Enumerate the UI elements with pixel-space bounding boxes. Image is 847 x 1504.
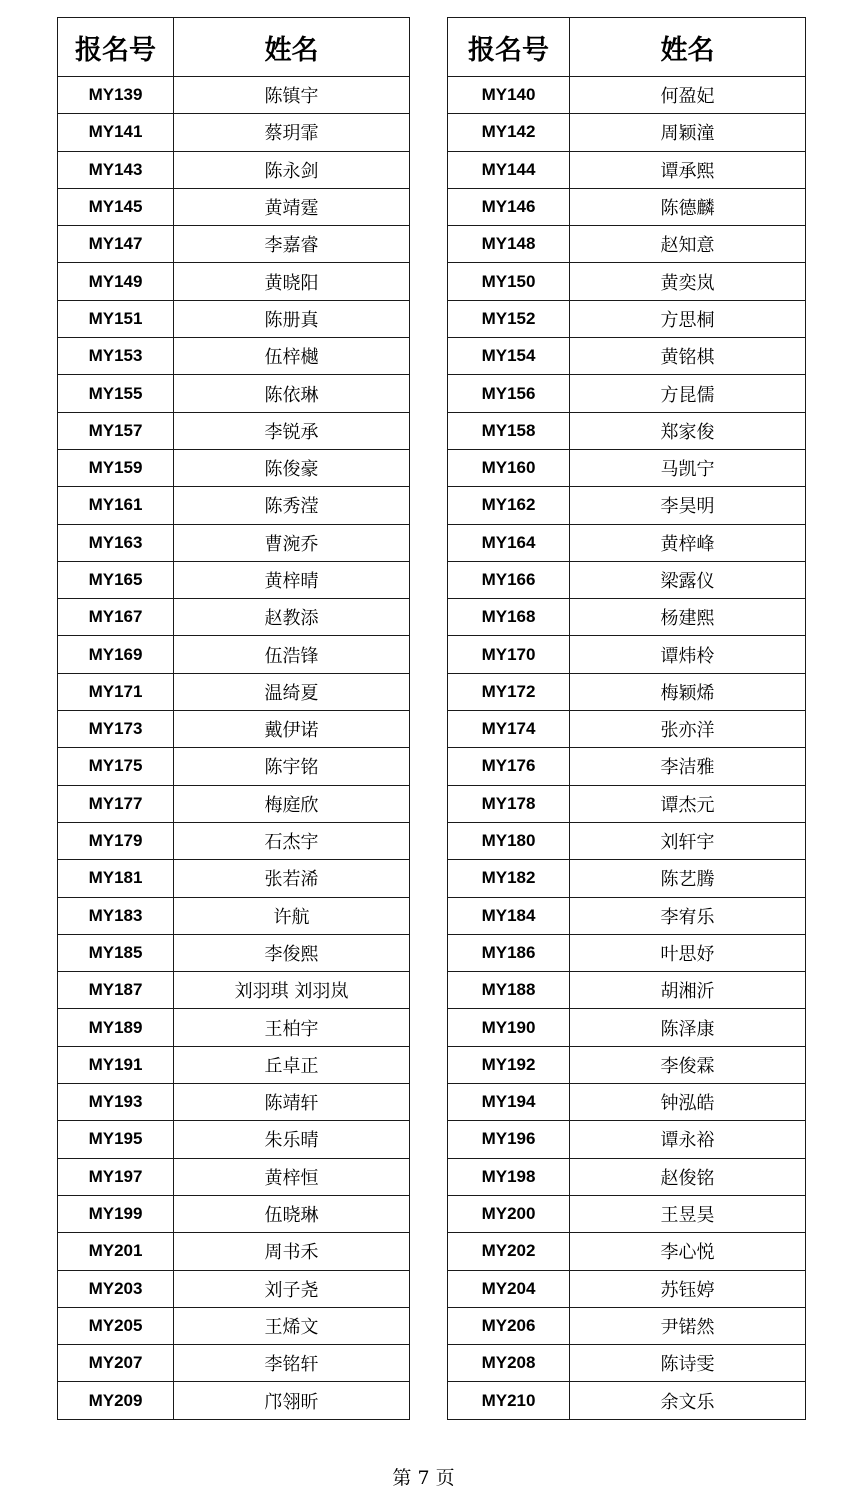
name-cell: 方思桐 bbox=[570, 300, 806, 337]
name-cell: 郑家俊 bbox=[570, 412, 806, 449]
table-row bbox=[58, 1382, 410, 1419]
name-cell: 李宥乐 bbox=[570, 897, 806, 934]
table-row bbox=[58, 860, 410, 897]
registration-number-cell: MY166 bbox=[448, 561, 570, 598]
registration-number-cell: MY140 bbox=[448, 77, 570, 114]
registration-number-cell: MY203 bbox=[58, 1270, 174, 1307]
name-cell: 梅颖烯 bbox=[570, 673, 806, 710]
registration-number-cell: MY175 bbox=[58, 748, 174, 785]
registration-number-cell: MY157 bbox=[58, 412, 174, 449]
registration-number-cell: MY165 bbox=[58, 561, 174, 598]
registration-number-cell: MY168 bbox=[448, 599, 570, 636]
registration-number-cell: MY190 bbox=[448, 1009, 570, 1046]
name-cell: 李俊霖 bbox=[570, 1046, 806, 1083]
table-row bbox=[448, 300, 806, 337]
table-row bbox=[58, 1307, 410, 1344]
table-body-left bbox=[58, 77, 410, 1420]
registration-number-cell: MY156 bbox=[448, 375, 570, 412]
name-cell: 黄晓阳 bbox=[174, 263, 410, 300]
name-cell: 陈册真 bbox=[174, 300, 410, 337]
name-cell: 陈诗雯 bbox=[570, 1345, 806, 1382]
name-cell: 陈德麟 bbox=[570, 188, 806, 225]
registration-number-cell: MY191 bbox=[58, 1046, 174, 1083]
registration-number-cell: MY189 bbox=[58, 1009, 174, 1046]
registration-number-cell: MY159 bbox=[58, 449, 174, 486]
table-row bbox=[448, 561, 806, 598]
registration-number-cell: MY204 bbox=[448, 1270, 570, 1307]
registration-number-cell: MY194 bbox=[448, 1084, 570, 1121]
page-number: 第 7 页 bbox=[392, 1467, 455, 1489]
name-cell: 丘卓正 bbox=[174, 1046, 410, 1083]
table-header-row bbox=[58, 18, 410, 77]
registration-number-cell: MY181 bbox=[58, 860, 174, 897]
table-row bbox=[58, 1084, 410, 1121]
table-row bbox=[58, 599, 410, 636]
table-row bbox=[58, 897, 410, 934]
table-row bbox=[448, 1345, 806, 1382]
table-row bbox=[448, 897, 806, 934]
registration-number-cell: MY160 bbox=[448, 449, 570, 486]
registration-number-cell: MY182 bbox=[448, 860, 570, 897]
table-row bbox=[58, 748, 410, 785]
registration-number-cell: MY195 bbox=[58, 1121, 174, 1158]
registration-number-cell: MY164 bbox=[448, 524, 570, 561]
registration-number-cell: MY188 bbox=[448, 972, 570, 1009]
name-cell: 余文乐 bbox=[570, 1382, 806, 1419]
registration-number-cell: MY185 bbox=[58, 934, 174, 971]
name-cell: 石杰宇 bbox=[174, 822, 410, 859]
registration-number-cell: MY139 bbox=[58, 77, 174, 114]
name-cell: 马凯宁 bbox=[570, 449, 806, 486]
registration-number-cell: MY145 bbox=[58, 188, 174, 225]
name-cell: 陈依琳 bbox=[174, 375, 410, 412]
name-cell: 陈永剑 bbox=[174, 151, 410, 188]
name-cell: 钟泓皓 bbox=[570, 1084, 806, 1121]
name-cell: 陈秀滢 bbox=[174, 487, 410, 524]
table-row bbox=[448, 673, 806, 710]
registration-number-cell: MY148 bbox=[448, 226, 570, 263]
name-cell: 温绮夏 bbox=[174, 673, 410, 710]
column-header-registration-no: 报名号 bbox=[448, 18, 570, 77]
registration-number-cell: MY207 bbox=[58, 1345, 174, 1382]
registration-number-cell: MY173 bbox=[58, 711, 174, 748]
registration-number-cell: MY142 bbox=[448, 114, 570, 151]
table-row bbox=[448, 375, 806, 412]
name-cell: 黄梓峰 bbox=[570, 524, 806, 561]
name-cell: 李铭轩 bbox=[174, 1345, 410, 1382]
table-row bbox=[448, 1233, 806, 1270]
table-row bbox=[58, 151, 410, 188]
registration-number-cell: MY200 bbox=[448, 1195, 570, 1232]
table-row bbox=[58, 1195, 410, 1232]
table-row bbox=[58, 673, 410, 710]
table-row bbox=[58, 375, 410, 412]
table-row bbox=[58, 934, 410, 971]
table-row bbox=[58, 188, 410, 225]
registration-number-cell: MY176 bbox=[448, 748, 570, 785]
table-row bbox=[448, 338, 806, 375]
name-cell: 陈靖轩 bbox=[174, 1084, 410, 1121]
name-cell: 陈泽康 bbox=[570, 1009, 806, 1046]
registration-number-cell: MY158 bbox=[448, 412, 570, 449]
table-row bbox=[58, 1121, 410, 1158]
registration-number-cell: MY208 bbox=[448, 1345, 570, 1382]
name-cell: 尹锘然 bbox=[570, 1307, 806, 1344]
table-row bbox=[58, 785, 410, 822]
registration-number-cell: MY155 bbox=[58, 375, 174, 412]
table-row bbox=[58, 487, 410, 524]
registration-number-cell: MY187 bbox=[58, 972, 174, 1009]
registration-number-cell: MY143 bbox=[58, 151, 174, 188]
table-row bbox=[58, 1158, 410, 1195]
name-cell: 谭承熙 bbox=[570, 151, 806, 188]
table-row bbox=[448, 822, 806, 859]
registration-number-cell: MY205 bbox=[58, 1307, 174, 1344]
table-row bbox=[448, 972, 806, 1009]
registration-number-cell: MY169 bbox=[58, 636, 174, 673]
name-cell: 陈宇铭 bbox=[174, 748, 410, 785]
table-row bbox=[448, 1158, 806, 1195]
table-row bbox=[448, 151, 806, 188]
name-cell: 王柏宇 bbox=[174, 1009, 410, 1046]
registration-number-cell: MY153 bbox=[58, 338, 174, 375]
name-cell: 胡湘沂 bbox=[570, 972, 806, 1009]
name-cell: 赵俊铭 bbox=[570, 1158, 806, 1195]
name-cell: 伍浩锋 bbox=[174, 636, 410, 673]
registration-table-right bbox=[447, 17, 806, 1420]
table-row bbox=[58, 1345, 410, 1382]
name-cell: 苏钰婷 bbox=[570, 1270, 806, 1307]
registration-number-cell: MY183 bbox=[58, 897, 174, 934]
table-row bbox=[448, 785, 806, 822]
name-cell: 叶思妤 bbox=[570, 934, 806, 971]
table-row bbox=[448, 524, 806, 561]
table-header-row bbox=[448, 18, 806, 77]
name-cell: 曹涴乔 bbox=[174, 524, 410, 561]
table-row bbox=[448, 1195, 806, 1232]
name-cell: 赵知意 bbox=[570, 226, 806, 263]
table-body-right bbox=[448, 77, 806, 1420]
name-cell: 李俊熙 bbox=[174, 934, 410, 971]
registration-number-cell: MY192 bbox=[448, 1046, 570, 1083]
name-cell: 戴伊诺 bbox=[174, 711, 410, 748]
table-row bbox=[58, 449, 410, 486]
registration-number-cell: MY167 bbox=[58, 599, 174, 636]
registration-number-cell: MY144 bbox=[448, 151, 570, 188]
name-cell: 何盈妃 bbox=[570, 77, 806, 114]
table-row bbox=[58, 1046, 410, 1083]
table-row bbox=[58, 1233, 410, 1270]
registration-number-cell: MY177 bbox=[58, 785, 174, 822]
table-row bbox=[58, 77, 410, 114]
registration-number-cell: MY180 bbox=[448, 822, 570, 859]
table-row bbox=[58, 636, 410, 673]
table-row bbox=[58, 972, 410, 1009]
name-cell: 谭炜柃 bbox=[570, 636, 806, 673]
name-cell: 刘羽琪 刘羽岚 bbox=[174, 972, 410, 1009]
table-row bbox=[58, 1270, 410, 1307]
name-cell: 梅庭欣 bbox=[174, 785, 410, 822]
registration-number-cell: MY199 bbox=[58, 1195, 174, 1232]
registration-number-cell: MY152 bbox=[448, 300, 570, 337]
column-header-registration-no: 报名号 bbox=[58, 18, 174, 77]
registration-number-cell: MY162 bbox=[448, 487, 570, 524]
registration-table-left bbox=[57, 17, 410, 1420]
registration-number-cell: MY178 bbox=[448, 785, 570, 822]
name-cell: 方昆儒 bbox=[570, 375, 806, 412]
table-row bbox=[448, 487, 806, 524]
name-cell: 许航 bbox=[174, 897, 410, 934]
name-cell: 邝翎昕 bbox=[174, 1382, 410, 1419]
name-cell: 李锐承 bbox=[174, 412, 410, 449]
name-cell: 李洁雅 bbox=[570, 748, 806, 785]
name-cell: 李昊明 bbox=[570, 487, 806, 524]
table-row bbox=[58, 822, 410, 859]
registration-number-cell: MY147 bbox=[58, 226, 174, 263]
registration-number-cell: MY198 bbox=[448, 1158, 570, 1195]
registration-number-cell: MY209 bbox=[58, 1382, 174, 1419]
name-cell: 谭杰元 bbox=[570, 785, 806, 822]
registration-number-cell: MY172 bbox=[448, 673, 570, 710]
name-cell: 伍梓樾 bbox=[174, 338, 410, 375]
name-cell: 黄梓恒 bbox=[174, 1158, 410, 1195]
registration-number-cell: MY154 bbox=[448, 338, 570, 375]
registration-number-cell: MY161 bbox=[58, 487, 174, 524]
table-row bbox=[58, 711, 410, 748]
table-row bbox=[448, 636, 806, 673]
registration-number-cell: MY206 bbox=[448, 1307, 570, 1344]
table-row bbox=[448, 1382, 806, 1419]
registration-number-cell: MY186 bbox=[448, 934, 570, 971]
table-row bbox=[58, 524, 410, 561]
table-row bbox=[58, 412, 410, 449]
name-cell: 李嘉睿 bbox=[174, 226, 410, 263]
registration-number-cell: MY210 bbox=[448, 1382, 570, 1419]
name-cell: 张亦洋 bbox=[570, 711, 806, 748]
name-cell: 蔡玥霏 bbox=[174, 114, 410, 151]
name-cell: 王烯文 bbox=[174, 1307, 410, 1344]
name-cell: 刘轩宇 bbox=[570, 822, 806, 859]
registration-number-cell: MY202 bbox=[448, 1233, 570, 1270]
registration-number-cell: MY184 bbox=[448, 897, 570, 934]
name-cell: 黄铭棋 bbox=[570, 338, 806, 375]
name-cell: 黄奕岚 bbox=[570, 263, 806, 300]
table-row bbox=[448, 934, 806, 971]
table-row bbox=[448, 263, 806, 300]
name-cell: 杨建熙 bbox=[570, 599, 806, 636]
table-row bbox=[58, 1009, 410, 1046]
registration-number-cell: MY201 bbox=[58, 1233, 174, 1270]
table-row bbox=[448, 748, 806, 785]
registration-number-cell: MY179 bbox=[58, 822, 174, 859]
table-row bbox=[448, 77, 806, 114]
registration-number-cell: MY174 bbox=[448, 711, 570, 748]
table-row bbox=[58, 114, 410, 151]
table-row bbox=[448, 599, 806, 636]
registration-number-cell: MY150 bbox=[448, 263, 570, 300]
table-row bbox=[448, 1270, 806, 1307]
name-cell: 谭永裕 bbox=[570, 1121, 806, 1158]
registration-number-cell: MY141 bbox=[58, 114, 174, 151]
table-row bbox=[448, 449, 806, 486]
registration-number-cell: MY170 bbox=[448, 636, 570, 673]
name-cell: 刘子尧 bbox=[174, 1270, 410, 1307]
name-cell: 黄靖霆 bbox=[174, 188, 410, 225]
name-cell: 陈镇宇 bbox=[174, 77, 410, 114]
column-header-name: 姓名 bbox=[174, 18, 410, 77]
table-row bbox=[448, 711, 806, 748]
registration-number-cell: MY163 bbox=[58, 524, 174, 561]
registration-number-cell: MY197 bbox=[58, 1158, 174, 1195]
table-row bbox=[58, 561, 410, 598]
table-row bbox=[58, 263, 410, 300]
table-row bbox=[58, 300, 410, 337]
registration-number-cell: MY149 bbox=[58, 263, 174, 300]
registration-number-cell: MY171 bbox=[58, 673, 174, 710]
name-cell: 周书禾 bbox=[174, 1233, 410, 1270]
name-cell: 陈艺腾 bbox=[570, 860, 806, 897]
table-row bbox=[58, 338, 410, 375]
table-row bbox=[448, 226, 806, 263]
table-row bbox=[448, 1046, 806, 1083]
table-row bbox=[448, 1307, 806, 1344]
table-row bbox=[58, 226, 410, 263]
table-row bbox=[448, 860, 806, 897]
table-row bbox=[448, 1009, 806, 1046]
name-cell: 黄梓晴 bbox=[174, 561, 410, 598]
registration-number-cell: MY146 bbox=[448, 188, 570, 225]
name-cell: 李心悦 bbox=[570, 1233, 806, 1270]
column-header-name: 姓名 bbox=[570, 18, 806, 77]
name-cell: 周颖潼 bbox=[570, 114, 806, 151]
registration-number-cell: MY196 bbox=[448, 1121, 570, 1158]
table-row bbox=[448, 1084, 806, 1121]
table-row bbox=[448, 1121, 806, 1158]
name-cell: 陈俊豪 bbox=[174, 449, 410, 486]
name-cell: 朱乐晴 bbox=[174, 1121, 410, 1158]
name-cell: 赵教添 bbox=[174, 599, 410, 636]
registration-number-cell: MY193 bbox=[58, 1084, 174, 1121]
name-cell: 伍晓琳 bbox=[174, 1195, 410, 1232]
registration-number-cell: MY151 bbox=[58, 300, 174, 337]
name-cell: 张若浠 bbox=[174, 860, 410, 897]
name-cell: 王昱昊 bbox=[570, 1195, 806, 1232]
name-cell: 梁露仪 bbox=[570, 561, 806, 598]
table-row bbox=[448, 114, 806, 151]
table-row bbox=[448, 188, 806, 225]
table-row bbox=[448, 412, 806, 449]
